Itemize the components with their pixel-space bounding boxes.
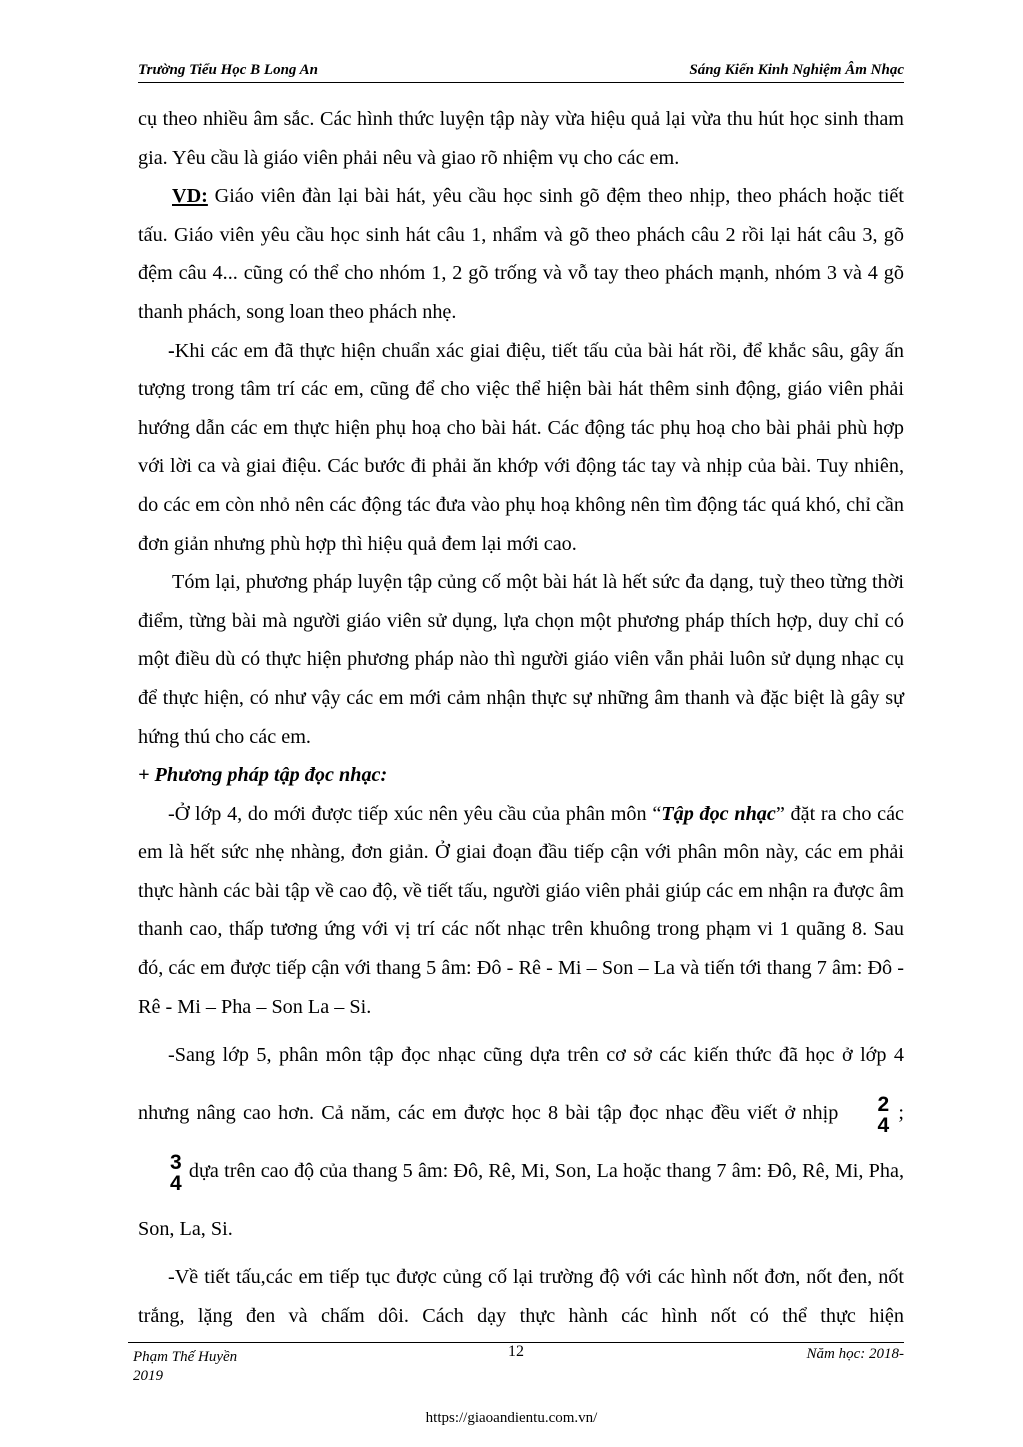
example-label: VD: — [172, 185, 208, 208]
paragraph-5-term: Tập đọc nhạc — [661, 802, 776, 825]
paragraph-3 — [138, 332, 904, 564]
header-rule — [138, 82, 904, 83]
paragraph-6-a: -Sang lớp 5, phân môn tập đọc nhạc cũng dựa trên cơ sở các kiến thức đã học ở lớp 4 nhưng nâng cao hơn. Cả năm, các em được học 8 bài tập đọc nhạc đều viết ở nhịp — [138, 1044, 904, 1125]
paragraph-6 — [138, 1026, 904, 1258]
paragraph-6-b: dựa trên cao độ của thang 5 âm: Đô, Rê, Mi, Son, La hoặc thang 7 âm: Đô, Rê, Mi, Pha, Son, La, Si. — [138, 1160, 904, 1241]
header-school: Trường Tiểu Học B Long An — [138, 62, 318, 78]
paragraph-6-sep: ; — [898, 1102, 905, 1125]
paragraph-4: Tóm lại, phương pháp luyện tập củng cố một bài hát là hết sức đa dạng, tuỳ theo từng thời điểm, từng bài mà người giáo viên sử dụng, lựa chọn một phương pháp thích hợp, duy chỉ có một điều dù có thực hiện phương pháp nào thì người giáo viên vẫn phải luôn sử dụng nhạc cụ để thực hiện, có như vậy các em mới cảm nhận thực sự những âm thanh và đặc biệt là gây sự hứng thú cho các em. — [138, 571, 904, 748]
paragraph-5 — [138, 795, 904, 1027]
footer-author: Phạm Thế Huyền — [133, 1349, 238, 1365]
paragraph-3-dash: - — [168, 339, 175, 362]
source-url: https://giaoandientu.com.vn/ — [425, 1410, 598, 1426]
paragraph-3-text: Khi các em đã thực hiện chuẩn xác giai điệu, tiết tấu của bài hát rồi, để khắc sâu, gây ấn tượng trong tâm trí các em, cũng để cho việc thể hiện bài hát thêm sinh động, giáo viên phải hướng dẫn các em thực hiện phụ hoạ cho bài hát. Các động tác phụ hoạ cho bài phải phù hợp với lời ca và giai điệu. Các bước đi phải ăn khớp với động tác tay và nhịp của bài. Tuy nhiên, do các em còn nhỏ nên các động tác đưa vào phụ hoạ không nên tìm động tác quá khó, chỉ cần đơn giản nhưng phù hợp thì hiệu quả đem lại mới cao. — [138, 339, 904, 555]
section-heading: + Phương pháp tập đọc nhạc: — [138, 764, 388, 787]
time-signature-2-4: 2 4 — [877, 1092, 890, 1137]
footer-school-year-cont: 2019 — [133, 1368, 163, 1384]
header-title: Sáng Kiến Kinh Nghiệm Âm Nhạc — [689, 62, 904, 78]
footer-school-year: Năm học: 2018- — [806, 1346, 904, 1362]
paragraph-5-c: ” đặt ra cho các em là hết sức nhẹ nhàng, đơn giản. Ở giai đoạn đầu tiếp cận với phân môn này, các em phải thực hành các bài tập về cao độ, về tiết tấu, người giáo viên phải giúp các em nhận ra được âm thanh cao, thấp tương ứng với vị trí các nốt nhạc trên khuông trong phạm vi 1 quãng 8. Sau đó, các em được tiếp cận với thang 5 âm: Đô - Rê - Mi – Son – La và tiến tới thang 7 âm: Đô - Rê - Mi – Pha – Son La – Si. — [138, 802, 904, 1018]
page-number: 12 — [508, 1343, 524, 1360]
page-header — [138, 62, 904, 82]
paragraph-2 — [138, 177, 904, 331]
page-body — [138, 100, 904, 1335]
paragraph-7: -Về tiết tấu,các em tiếp tục được củng cố lại trường độ với các hình nốt đơn, nốt đen, nốt trắng, lặng đen và chấm dôi. Cách dạy thực hành các hình nốt có thể thực hiện — [138, 1266, 904, 1327]
time-signature-3-4: 3 4 — [170, 1150, 182, 1195]
paragraph-1: cụ theo nhiều âm sắc. Các hình thức luyện tập này vừa hiệu quả lại vừa thu hút học sinh tham gia. Yêu cầu là giáo viên phải nêu và giao rõ nhiệm vụ cho các em. — [138, 108, 904, 169]
paragraph-5-a: -Ở lớp 4, do mới được tiếp xúc nên yêu cầu của phân môn “ — [168, 802, 662, 825]
paragraph-2-text: Giáo viên đàn lại bài hát, yêu cầu học sinh gõ đệm theo nhịp, theo phách hoặc tiết tấu. Giáo viên yêu cầu học sinh hát câu 1, nhẩm và gõ theo phách câu 2 rồi lại hát câu 3, gõ đệm câu 4... cũng có thể cho nhóm 1, 2 gõ trống và vỗ tay theo phách mạnh, nhóm 3 và 4 gõ thanh phách, song loan theo phách nhẹ. — [138, 185, 904, 323]
